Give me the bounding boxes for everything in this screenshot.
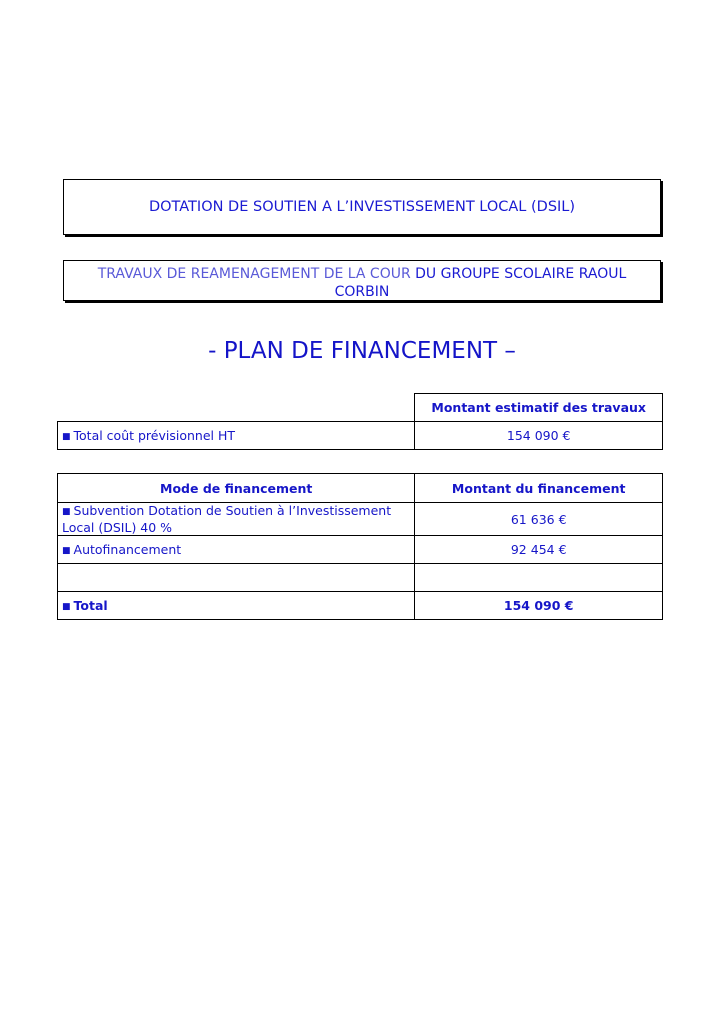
table-row: [58, 503, 663, 536]
financing-row-label-cell: ■ Subvention Dotation de Soutien à l’Investissement Local (DSIL) 40 %: [58, 503, 415, 536]
cost-table-header-row: [58, 394, 663, 422]
square-bullet-icon: ■: [62, 546, 71, 556]
project-title-line1: TRAVAUX DE REAMENAGEMENT DE LA COUR DU GROUPE SCOLAIRE RAOUL: [97, 266, 627, 282]
cost-row-label-cell: ■ Total coût prévisionnel HT: [58, 422, 415, 450]
dsil-title: DOTATION DE SOUTIEN A L’INVESTISSEMENT LOCAL (DSIL): [148, 199, 576, 215]
table-row: [58, 536, 663, 564]
project-title-box: [63, 260, 661, 301]
square-bullet-icon: ■: [62, 602, 71, 612]
cost-table-header: Montant estimatif des travaux: [415, 394, 663, 422]
financing-header-amount: Montant du financement: [415, 474, 663, 503]
financing-row-value: 61 636 €: [415, 503, 663, 536]
table-row: [58, 564, 663, 592]
project-title-line2: CORBIN: [334, 284, 390, 300]
financing-row-value: [415, 564, 663, 592]
total-value: 154 090 €: [415, 592, 663, 620]
financing-header-mode: Mode de financement: [58, 474, 415, 503]
square-bullet-icon: ■: [62, 507, 71, 517]
table-row: [58, 422, 663, 450]
financing-table: [57, 473, 663, 620]
dsil-title-box: [63, 179, 661, 235]
financing-header-row: [58, 474, 663, 503]
cost-table: [57, 393, 663, 450]
empty-cell: [58, 394, 415, 422]
square-bullet-icon: ■: [62, 432, 71, 442]
financing-row-label-cell: ■ Autofinancement: [58, 536, 415, 564]
total-label-cell: ■ Total: [58, 592, 415, 620]
financing-row-label-cell: [58, 564, 415, 592]
financing-row-value: 92 454 €: [415, 536, 663, 564]
total-row: [58, 592, 663, 620]
plan-title: - PLAN DE FINANCEMENT –: [208, 338, 516, 364]
cost-row-value: 154 090 €: [415, 422, 663, 450]
